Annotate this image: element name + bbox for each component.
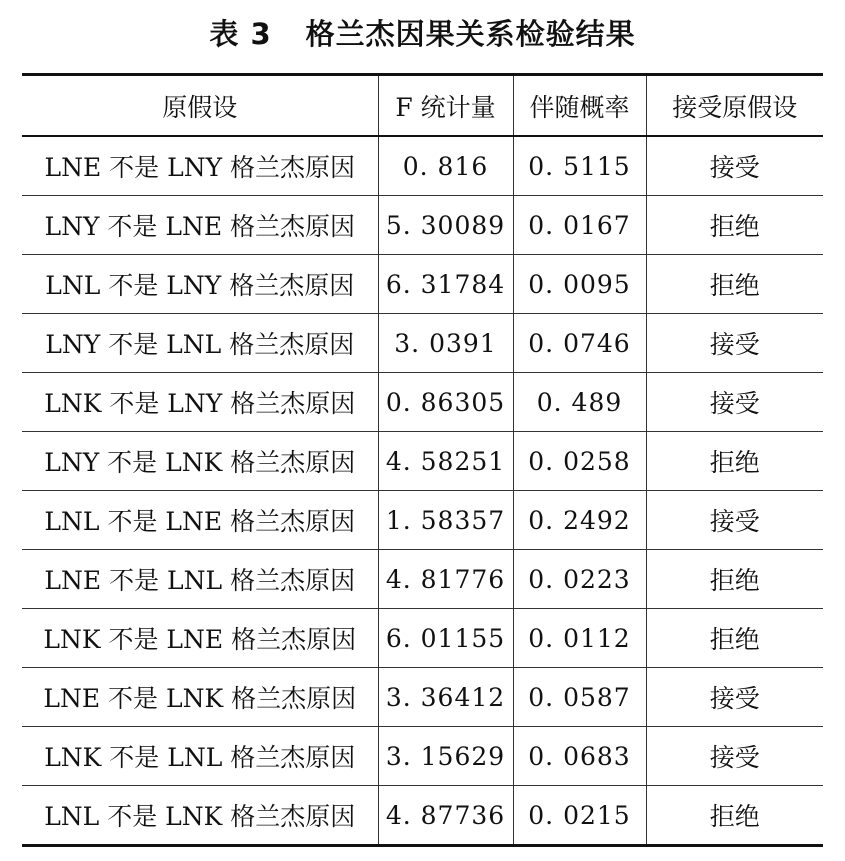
hypothesis-cell: LNL 不是 LNY 格兰杰原因	[22, 255, 378, 314]
f-statistic-cell: 0. 86305	[378, 373, 513, 432]
probability-cell: 0. 0223	[513, 550, 646, 609]
decision-cell: 接受	[646, 491, 823, 550]
decision-cell: 接受	[646, 727, 823, 786]
table-row	[22, 314, 823, 373]
hypothesis-cell: LNE 不是 LNK 格兰杰原因	[22, 668, 378, 727]
decision-cell: 接受	[646, 668, 823, 727]
header-accept-null: 接受原假设	[646, 75, 823, 137]
table-number: 表 3	[209, 17, 272, 51]
probability-cell: 0. 0167	[513, 196, 646, 255]
hypothesis-cell: LNK 不是 LNY 格兰杰原因	[22, 373, 378, 432]
hypothesis-cell: LNY 不是 LNE 格兰杰原因	[22, 196, 378, 255]
table-row	[22, 255, 823, 314]
hypothesis-cell: LNL 不是 LNE 格兰杰原因	[22, 491, 378, 550]
hypothesis-cell: LNK 不是 LNL 格兰杰原因	[22, 727, 378, 786]
table-row	[22, 432, 823, 491]
probability-cell: 0. 2492	[513, 491, 646, 550]
table-row	[22, 668, 823, 727]
decision-cell: 拒绝	[646, 609, 823, 668]
probability-cell: 0. 0215	[513, 786, 646, 846]
probability-cell: 0. 0587	[513, 668, 646, 727]
table-title: 格兰杰因果关系检验结果	[305, 17, 636, 51]
decision-cell: 接受	[646, 136, 823, 196]
probability-cell: 0. 489	[513, 373, 646, 432]
hypothesis-cell: LNK 不是 LNE 格兰杰原因	[22, 609, 378, 668]
hypothesis-cell: LNY 不是 LNK 格兰杰原因	[22, 432, 378, 491]
decision-cell: 拒绝	[646, 432, 823, 491]
table-row	[22, 491, 823, 550]
probability-cell: 0. 5115	[513, 136, 646, 196]
hypothesis-cell: LNL 不是 LNK 格兰杰原因	[22, 786, 378, 846]
table-row	[22, 550, 823, 609]
header-null-hypothesis: 原假设	[22, 75, 378, 137]
table-row	[22, 136, 823, 196]
f-statistic-cell: 5. 30089	[378, 196, 513, 255]
table-caption	[0, 10, 845, 58]
f-statistic-cell: 6. 01155	[378, 609, 513, 668]
decision-cell: 接受	[646, 373, 823, 432]
f-statistic-cell: 3. 0391	[378, 314, 513, 373]
f-statistic-cell: 4. 87736	[378, 786, 513, 846]
f-statistic-cell: 3. 15629	[378, 727, 513, 786]
decision-cell: 拒绝	[646, 255, 823, 314]
decision-cell: 拒绝	[646, 196, 823, 255]
decision-cell: 拒绝	[646, 550, 823, 609]
probability-cell: 0. 0112	[513, 609, 646, 668]
f-statistic-cell: 1. 58357	[378, 491, 513, 550]
header-probability: 伴随概率	[513, 75, 646, 137]
f-statistic-cell: 6. 31784	[378, 255, 513, 314]
table-row	[22, 786, 823, 846]
f-statistic-cell: 0. 816	[378, 136, 513, 196]
granger-causality-table	[22, 73, 823, 847]
probability-cell: 0. 0683	[513, 727, 646, 786]
hypothesis-cell: LNY 不是 LNL 格兰杰原因	[22, 314, 378, 373]
probability-cell: 0. 0746	[513, 314, 646, 373]
f-statistic-cell: 4. 81776	[378, 550, 513, 609]
decision-cell: 拒绝	[646, 786, 823, 846]
header-f-statistic: F 统计量	[378, 75, 513, 137]
probability-cell: 0. 0095	[513, 255, 646, 314]
table-row	[22, 373, 823, 432]
header-row	[22, 75, 823, 137]
f-statistic-cell: 4. 58251	[378, 432, 513, 491]
f-statistic-cell: 3. 36412	[378, 668, 513, 727]
hypothesis-cell: LNE 不是 LNL 格兰杰原因	[22, 550, 378, 609]
probability-cell: 0. 0258	[513, 432, 646, 491]
hypothesis-cell: LNE 不是 LNY 格兰杰原因	[22, 136, 378, 196]
table-row	[22, 196, 823, 255]
table-row	[22, 727, 823, 786]
table-row	[22, 609, 823, 668]
decision-cell: 接受	[646, 314, 823, 373]
